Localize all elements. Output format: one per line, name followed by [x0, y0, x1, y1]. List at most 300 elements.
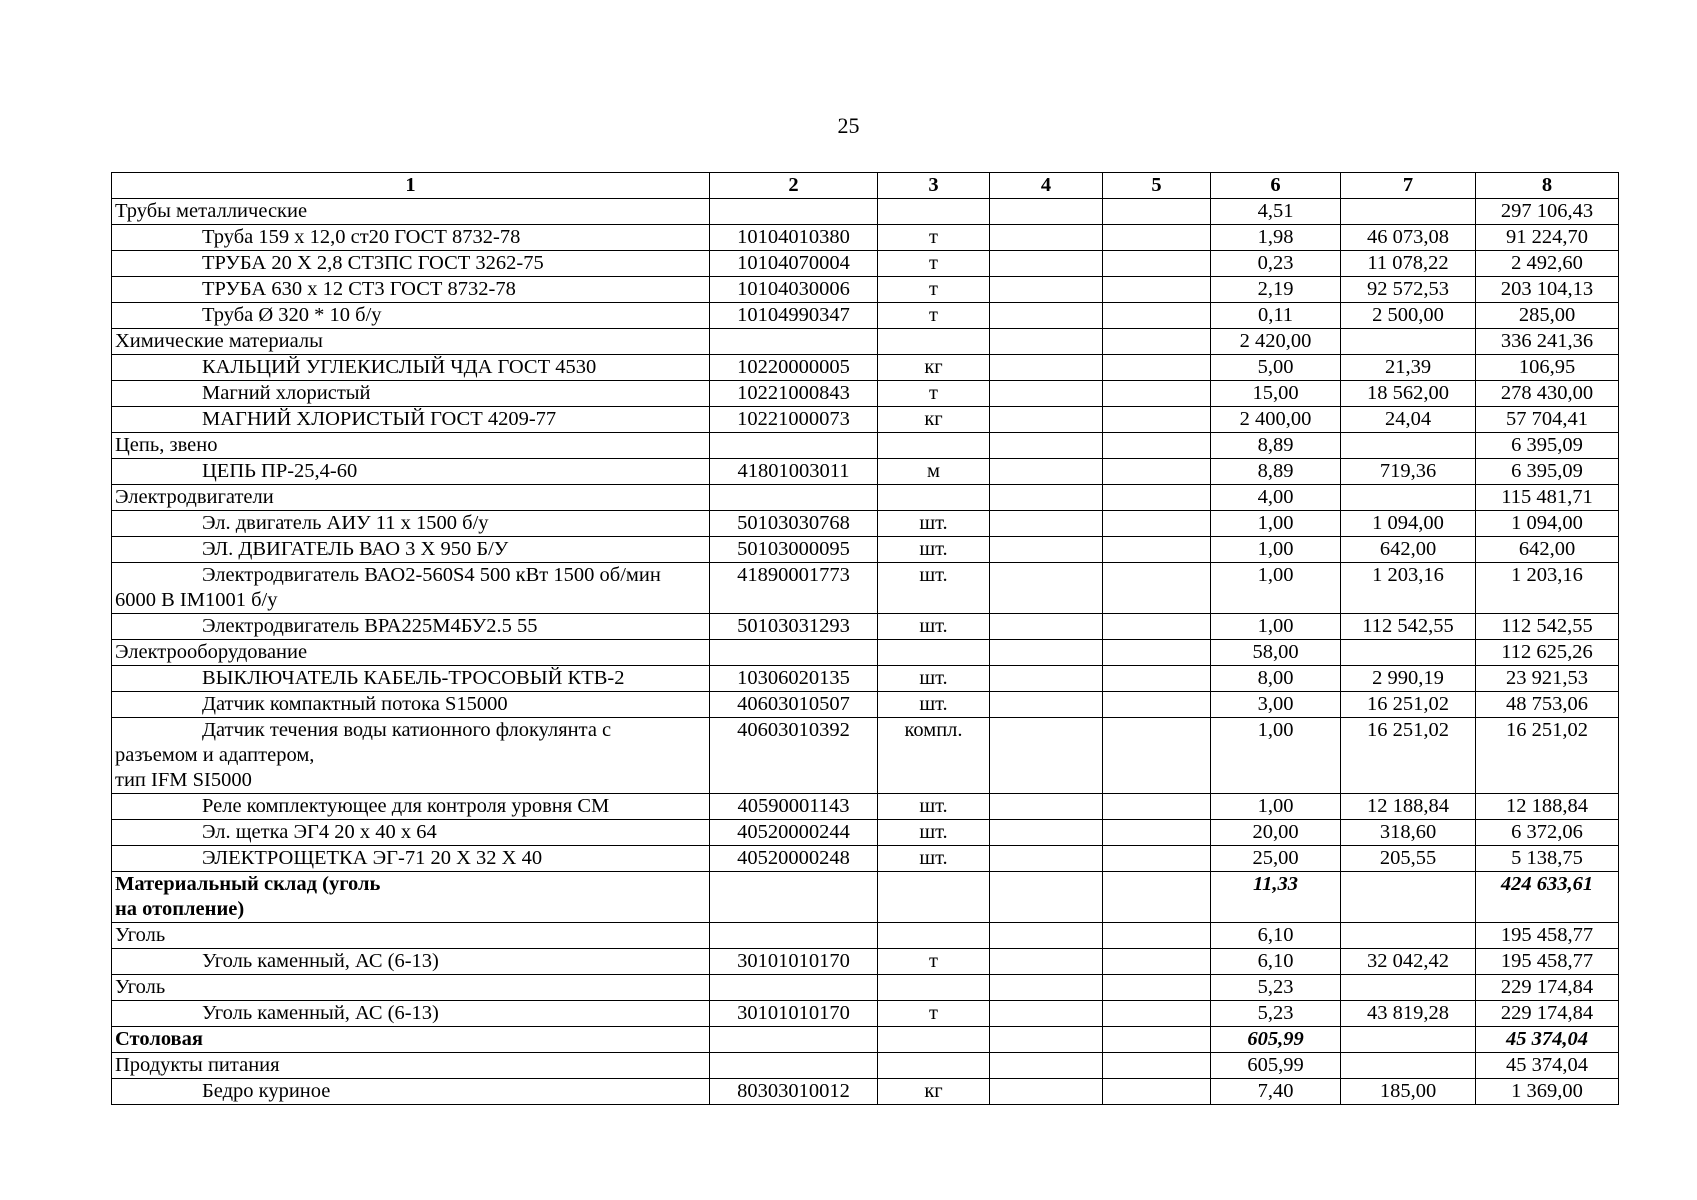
table-row [112, 820, 1619, 846]
sum-cell: 91 224,70 [1476, 225, 1619, 251]
price-cell: 112 542,55 [1341, 614, 1476, 640]
sum-cell: 112 625,26 [1476, 640, 1619, 666]
item-code: 10104030006 [710, 277, 878, 303]
quantity-cell: 1,00 [1211, 537, 1341, 563]
unit-cell: т [878, 381, 990, 407]
quantity-cell: 1,98 [1211, 225, 1341, 251]
column-4-cell [990, 640, 1103, 666]
unit-cell: кг [878, 355, 990, 381]
item-name-cell [112, 511, 710, 537]
column-5-cell [1103, 614, 1211, 640]
column-5-cell [1103, 923, 1211, 949]
quantity-cell: 5,23 [1211, 1001, 1341, 1027]
sum-cell: 112 542,55 [1476, 614, 1619, 640]
column-4-cell [990, 1079, 1103, 1105]
column-5-cell [1103, 640, 1211, 666]
item-code [710, 433, 878, 459]
item-code [710, 1053, 878, 1079]
table-row [112, 459, 1619, 485]
item-name-cell [112, 794, 710, 820]
column-4-cell [990, 407, 1103, 433]
item-name: Материальный склад (уголь [115, 873, 381, 895]
sum-cell: 278 430,00 [1476, 381, 1619, 407]
item-code: 50103030768 [710, 511, 878, 537]
item-name: Датчик компактный потока S15000 [202, 693, 508, 715]
column-4-cell [990, 846, 1103, 872]
item-code: 40520000244 [710, 820, 878, 846]
column-header: 5 [1103, 173, 1211, 199]
column-5-cell [1103, 872, 1211, 923]
group-row [112, 923, 1619, 949]
column-4-cell [990, 511, 1103, 537]
item-code [710, 485, 878, 511]
table-row [112, 949, 1619, 975]
quantity-cell: 2 420,00 [1211, 329, 1341, 355]
item-code: 30101010170 [710, 1001, 878, 1027]
quantity-cell: 25,00 [1211, 846, 1341, 872]
item-code [710, 923, 878, 949]
group-row [112, 975, 1619, 1001]
quantity-cell: 5,00 [1211, 355, 1341, 381]
unit-cell: шт. [878, 692, 990, 718]
sum-cell: 195 458,77 [1476, 949, 1619, 975]
column-4-cell [990, 872, 1103, 923]
item-name: Магний хлористый [202, 382, 371, 404]
column-5-cell [1103, 329, 1211, 355]
unit-cell: кг [878, 1079, 990, 1105]
sum-cell: 2 492,60 [1476, 251, 1619, 277]
item-name-cell [112, 277, 710, 303]
item-name: ТРУБА 630 х 12 СТ3 ГОСТ 8732-78 [202, 278, 516, 300]
item-name: Труба 159 х 12,0 ст20 ГОСТ 8732-78 [202, 226, 521, 248]
table-row [112, 225, 1619, 251]
item-code [710, 199, 878, 225]
item-name-cell [112, 614, 710, 640]
group-row [112, 329, 1619, 355]
column-4-cell [990, 251, 1103, 277]
item-name-cell [112, 846, 710, 872]
price-cell: 32 042,42 [1341, 949, 1476, 975]
price-cell [1341, 640, 1476, 666]
sum-cell: 6 372,06 [1476, 820, 1619, 846]
column-5-cell [1103, 1001, 1211, 1027]
quantity-cell: 4,51 [1211, 199, 1341, 225]
unit-cell [878, 1027, 990, 1053]
item-name-cell [112, 251, 710, 277]
column-4-cell [990, 1053, 1103, 1079]
quantity-cell: 3,00 [1211, 692, 1341, 718]
column-5-cell [1103, 537, 1211, 563]
unit-cell [878, 872, 990, 923]
sum-cell: 12 188,84 [1476, 794, 1619, 820]
sum-cell: 115 481,71 [1476, 485, 1619, 511]
unit-cell: т [878, 303, 990, 329]
column-5-cell [1103, 794, 1211, 820]
column-4-cell [990, 975, 1103, 1001]
column-4-cell [990, 381, 1103, 407]
column-4-cell [990, 692, 1103, 718]
item-name-cell [112, 563, 710, 614]
price-cell: 92 572,53 [1341, 277, 1476, 303]
unit-cell: шт. [878, 820, 990, 846]
sum-cell: 106,95 [1476, 355, 1619, 381]
item-code: 41801003011 [710, 459, 878, 485]
item-name-cell [112, 225, 710, 251]
item-name: Эл. щетка ЭГ4 20 х 40 х 64 [202, 821, 437, 843]
item-name: Цепь, звено [115, 434, 218, 456]
item-name-cell [112, 820, 710, 846]
column-4-cell [990, 459, 1103, 485]
table-row [112, 846, 1619, 872]
item-name-cell [112, 1027, 710, 1053]
item-code: 10104990347 [710, 303, 878, 329]
column-5-cell [1103, 1079, 1211, 1105]
column-4-cell [990, 225, 1103, 251]
price-cell [1341, 433, 1476, 459]
item-code: 80303010012 [710, 1079, 878, 1105]
unit-cell [878, 923, 990, 949]
price-cell [1341, 199, 1476, 225]
column-5-cell [1103, 485, 1211, 511]
quantity-cell: 1,00 [1211, 718, 1341, 794]
column-5-cell [1103, 381, 1211, 407]
item-code: 50103031293 [710, 614, 878, 640]
sum-cell: 285,00 [1476, 303, 1619, 329]
table-row [112, 692, 1619, 718]
column-4-cell [990, 563, 1103, 614]
item-name-cell [112, 381, 710, 407]
sum-cell: 6 395,09 [1476, 433, 1619, 459]
item-name: МАГНИЙ ХЛОРИСТЫЙ ГОСТ 4209-77 [202, 408, 557, 430]
column-5-cell [1103, 1053, 1211, 1079]
table-row [112, 718, 1619, 794]
item-name-cell [112, 1053, 710, 1079]
item-name: Электрооборудование [115, 641, 308, 663]
item-name: ЭЛЕКТРОЩЕТКА ЭГ-71 20 Х 32 Х 40 [202, 847, 543, 869]
column-5-cell [1103, 277, 1211, 303]
sum-cell: 5 138,75 [1476, 846, 1619, 872]
column-4-cell [990, 485, 1103, 511]
column-header: 1 [112, 173, 710, 199]
price-cell: 12 188,84 [1341, 794, 1476, 820]
quantity-cell: 2,19 [1211, 277, 1341, 303]
column-4-cell [990, 329, 1103, 355]
column-5-cell [1103, 975, 1211, 1001]
column-header: 7 [1341, 173, 1476, 199]
item-name-cell [112, 872, 710, 923]
table-row [112, 1001, 1619, 1027]
item-code: 41890001773 [710, 563, 878, 614]
price-cell: 46 073,08 [1341, 225, 1476, 251]
table-body [112, 173, 1619, 1105]
item-name: Уголь каменный, АС (6-13) [202, 950, 439, 972]
item-code [710, 1027, 878, 1053]
item-name: Электродвигатели [115, 486, 274, 508]
price-cell: 1 094,00 [1341, 511, 1476, 537]
column-5-cell [1103, 407, 1211, 433]
price-cell: 43 819,28 [1341, 1001, 1476, 1027]
unit-cell: т [878, 277, 990, 303]
column-5-cell [1103, 303, 1211, 329]
unit-cell: шт. [878, 511, 990, 537]
item-name: разъемом и адаптером, [115, 744, 315, 766]
unit-cell [878, 640, 990, 666]
item-name-cell [112, 407, 710, 433]
unit-cell [878, 485, 990, 511]
item-name: ЦЕПЬ ПР-25,4-60 [202, 460, 358, 482]
inventory-table [111, 172, 1619, 1105]
item-name-cell [112, 303, 710, 329]
quantity-cell: 6,10 [1211, 949, 1341, 975]
item-name-cell [112, 975, 710, 1001]
item-name-cell [112, 329, 710, 355]
item-name-cell [112, 433, 710, 459]
item-code: 10306020135 [710, 666, 878, 692]
quantity-cell: 58,00 [1211, 640, 1341, 666]
item-name: 6000 В IM1001 б/у [115, 589, 278, 611]
item-name: Электродвигатель ВРА225М4БУ2.5 55 [202, 615, 538, 637]
price-cell [1341, 1027, 1476, 1053]
item-name: Реле комплектующее для контроля уровня СМ [202, 795, 610, 817]
item-name: Труба Ø 320 * 10 б/у [202, 304, 382, 326]
item-code: 10221000843 [710, 381, 878, 407]
unit-cell: т [878, 225, 990, 251]
table-row [112, 563, 1619, 614]
quantity-cell: 11,33 [1211, 872, 1341, 923]
header-row [112, 173, 1619, 199]
sum-cell: 45 374,04 [1476, 1027, 1619, 1053]
sum-cell: 229 174,84 [1476, 975, 1619, 1001]
item-code: 30101010170 [710, 949, 878, 975]
column-5-cell [1103, 511, 1211, 537]
item-name: Уголь [115, 976, 166, 998]
item-name-cell [112, 459, 710, 485]
unit-cell: шт. [878, 666, 990, 692]
item-name: Уголь каменный, АС (6-13) [202, 1002, 439, 1024]
item-name: Уголь [115, 924, 166, 946]
column-5-cell [1103, 225, 1211, 251]
price-cell: 642,00 [1341, 537, 1476, 563]
group-row [112, 433, 1619, 459]
table-row [112, 303, 1619, 329]
quantity-cell: 20,00 [1211, 820, 1341, 846]
table-row [112, 511, 1619, 537]
sum-cell: 1 369,00 [1476, 1079, 1619, 1105]
item-name-cell [112, 666, 710, 692]
quantity-cell: 7,40 [1211, 1079, 1341, 1105]
price-cell [1341, 872, 1476, 923]
group-row [112, 1027, 1619, 1053]
sum-cell: 195 458,77 [1476, 923, 1619, 949]
item-name-cell [112, 199, 710, 225]
column-5-cell [1103, 949, 1211, 975]
sum-cell: 203 104,13 [1476, 277, 1619, 303]
unit-cell: кг [878, 407, 990, 433]
column-4-cell [990, 303, 1103, 329]
item-name: Бедро куриное [202, 1080, 331, 1102]
column-header: 8 [1476, 173, 1619, 199]
item-name-cell [112, 1001, 710, 1027]
column-4-cell [990, 1027, 1103, 1053]
price-cell [1341, 1053, 1476, 1079]
item-name: Столовая [115, 1028, 203, 1050]
column-5-cell [1103, 1027, 1211, 1053]
column-5-cell [1103, 718, 1211, 794]
column-header: 2 [710, 173, 878, 199]
unit-cell [878, 329, 990, 355]
sum-cell: 1 094,00 [1476, 511, 1619, 537]
item-name: тип IFM SI5000 [115, 769, 252, 791]
quantity-cell: 605,99 [1211, 1027, 1341, 1053]
column-5-cell [1103, 820, 1211, 846]
item-code: 10221000073 [710, 407, 878, 433]
item-name: Продукты питания [115, 1054, 280, 1076]
sum-cell: 57 704,41 [1476, 407, 1619, 433]
quantity-cell: 8,00 [1211, 666, 1341, 692]
column-4-cell [990, 820, 1103, 846]
column-4-cell [990, 666, 1103, 692]
column-header: 4 [990, 173, 1103, 199]
item-name-cell [112, 640, 710, 666]
column-4-cell [990, 949, 1103, 975]
item-code [710, 329, 878, 355]
quantity-cell: 1,00 [1211, 511, 1341, 537]
unit-cell: м [878, 459, 990, 485]
table-row [112, 537, 1619, 563]
item-name-cell [112, 537, 710, 563]
column-5-cell [1103, 251, 1211, 277]
sum-cell: 45 374,04 [1476, 1053, 1619, 1079]
sum-cell: 424 633,61 [1476, 872, 1619, 923]
column-5-cell [1103, 846, 1211, 872]
column-5-cell [1103, 692, 1211, 718]
quantity-cell: 15,00 [1211, 381, 1341, 407]
sum-cell: 297 106,43 [1476, 199, 1619, 225]
item-name-cell [112, 485, 710, 511]
column-5-cell [1103, 355, 1211, 381]
column-4-cell [990, 614, 1103, 640]
item-name: Эл. двигатель АИУ 11 х 1500 б/у [202, 512, 489, 534]
sum-cell: 23 921,53 [1476, 666, 1619, 692]
quantity-cell: 8,89 [1211, 433, 1341, 459]
column-4-cell [990, 355, 1103, 381]
quantity-cell: 1,00 [1211, 614, 1341, 640]
column-4-cell [990, 1001, 1103, 1027]
price-cell: 185,00 [1341, 1079, 1476, 1105]
quantity-cell: 1,00 [1211, 563, 1341, 614]
item-name-cell [112, 718, 710, 794]
quantity-cell: 605,99 [1211, 1053, 1341, 1079]
quantity-cell: 4,00 [1211, 485, 1341, 511]
price-cell: 2 990,19 [1341, 666, 1476, 692]
price-cell: 1 203,16 [1341, 563, 1476, 614]
group-row [112, 640, 1619, 666]
quantity-cell: 1,00 [1211, 794, 1341, 820]
sum-cell: 16 251,02 [1476, 718, 1619, 794]
item-code: 40603010392 [710, 718, 878, 794]
column-header: 6 [1211, 173, 1341, 199]
price-cell: 18 562,00 [1341, 381, 1476, 407]
item-name: Электродвигатель ВАО2-560S4 500 кВт 1500 об/мин [202, 564, 661, 586]
sum-cell: 229 174,84 [1476, 1001, 1619, 1027]
unit-cell [878, 975, 990, 1001]
column-4-cell [990, 433, 1103, 459]
item-code: 50103000095 [710, 537, 878, 563]
column-4-cell [990, 794, 1103, 820]
item-name-cell [112, 949, 710, 975]
table-row [112, 251, 1619, 277]
item-name-cell [112, 923, 710, 949]
unit-cell: шт. [878, 563, 990, 614]
quantity-cell: 6,10 [1211, 923, 1341, 949]
column-5-cell [1103, 459, 1211, 485]
unit-cell: шт. [878, 614, 990, 640]
price-cell [1341, 329, 1476, 355]
quantity-cell: 2 400,00 [1211, 407, 1341, 433]
item-name: на отопление) [115, 898, 245, 920]
quantity-cell: 5,23 [1211, 975, 1341, 1001]
column-4-cell [990, 923, 1103, 949]
table-row [112, 666, 1619, 692]
unit-cell [878, 199, 990, 225]
price-cell: 205,55 [1341, 846, 1476, 872]
column-4-cell [990, 277, 1103, 303]
group-row [112, 199, 1619, 225]
price-cell [1341, 975, 1476, 1001]
price-cell [1341, 923, 1476, 949]
item-code: 40603010507 [710, 692, 878, 718]
unit-cell: шт. [878, 846, 990, 872]
table-row [112, 407, 1619, 433]
column-5-cell [1103, 666, 1211, 692]
price-cell [1341, 485, 1476, 511]
item-name: Химические материалы [115, 330, 323, 352]
unit-cell: шт. [878, 537, 990, 563]
item-name-cell [112, 1079, 710, 1105]
item-code [710, 872, 878, 923]
price-cell: 719,36 [1341, 459, 1476, 485]
page-number: 25 [837, 113, 860, 138]
price-cell: 318,60 [1341, 820, 1476, 846]
group-row [112, 1053, 1619, 1079]
item-code [710, 640, 878, 666]
sum-cell: 642,00 [1476, 537, 1619, 563]
group-row [112, 872, 1619, 923]
price-cell: 11 078,22 [1341, 251, 1476, 277]
unit-cell: т [878, 1001, 990, 1027]
quantity-cell: 8,89 [1211, 459, 1341, 485]
item-name: ВЫКЛЮЧАТЕЛЬ КАБЕЛЬ-ТРОСОВЫЙ КТВ-2 [202, 667, 625, 689]
item-name-cell [112, 355, 710, 381]
sum-cell: 48 753,06 [1476, 692, 1619, 718]
item-name: КАЛЬЦИЙ УГЛЕКИСЛЫЙ ЧДА ГОСТ 4530 [202, 356, 597, 378]
sum-cell: 1 203,16 [1476, 563, 1619, 614]
item-name-cell [112, 692, 710, 718]
price-cell: 21,39 [1341, 355, 1476, 381]
item-code: 10220000005 [710, 355, 878, 381]
price-cell: 16 251,02 [1341, 718, 1476, 794]
table-row [112, 277, 1619, 303]
table-row [112, 355, 1619, 381]
column-4-cell [990, 718, 1103, 794]
unit-cell [878, 433, 990, 459]
price-cell: 2 500,00 [1341, 303, 1476, 329]
table-row [112, 381, 1619, 407]
item-code [710, 975, 878, 1001]
column-header: 3 [878, 173, 990, 199]
unit-cell: т [878, 251, 990, 277]
item-code: 40520000248 [710, 846, 878, 872]
